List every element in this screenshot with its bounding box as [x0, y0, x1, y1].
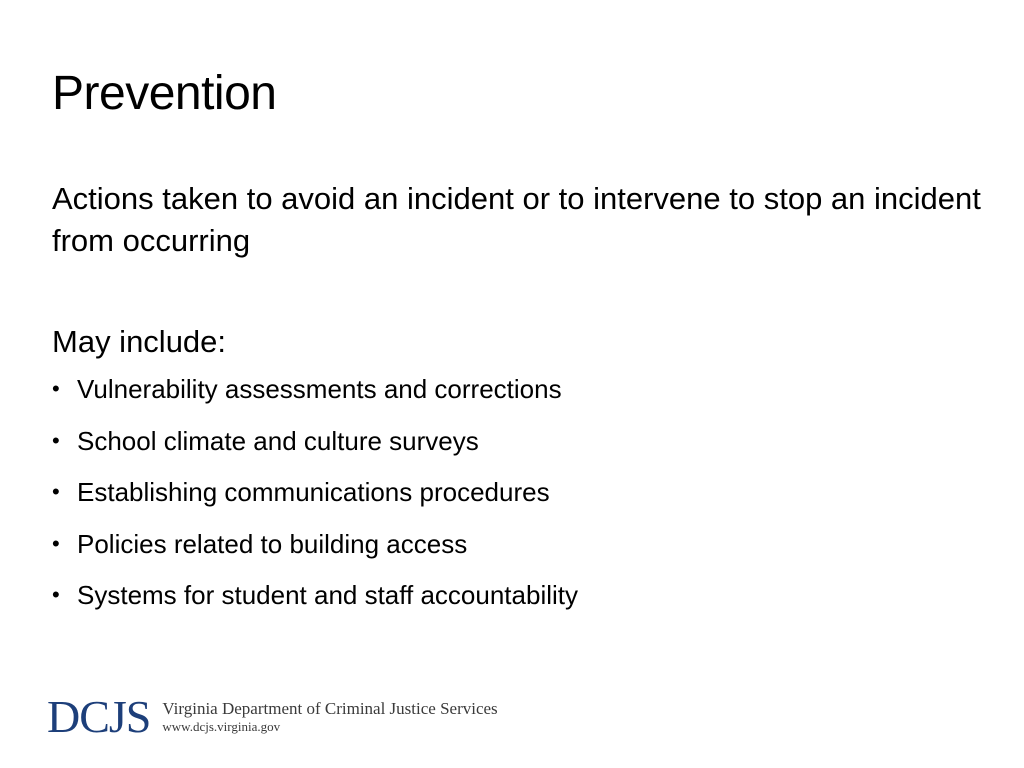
list-item — [52, 577, 982, 613]
may-include-heading: May include: — [52, 324, 227, 359]
bullet-text: Establishing communications procedures — [77, 477, 550, 507]
bullet-icon: • — [52, 479, 60, 504]
logo-text — [162, 699, 497, 735]
intro-text: Actions taken to avoid an incident or to intervene to stop an incident from occurring — [52, 181, 981, 258]
bullet-text: Policies related to building access — [77, 528, 468, 559]
list-item — [52, 474, 982, 510]
list-item — [52, 423, 982, 459]
bullet-text: Vulnerability assessments and corrections — [77, 374, 562, 404]
dcjs-logo — [47, 691, 498, 742]
bullet-text: Systems for student and staff accountability — [77, 580, 579, 610]
bullet-icon: • — [52, 427, 60, 453]
bullet-icon: • — [52, 376, 60, 401]
list-item — [52, 526, 982, 562]
bullet-list — [52, 371, 982, 613]
logo-mark: DCJS — [47, 691, 151, 742]
list-item — [52, 371, 982, 407]
organization-name: Virginia Department of Criminal Justice Services — [162, 699, 498, 718]
slide-body — [52, 178, 982, 629]
bullet-icon: • — [52, 530, 60, 556]
bullet-text: School climate and culture surveys — [77, 425, 479, 456]
organization-url: www.dcjs.virginia.gov — [162, 719, 281, 734]
slide-title: Prevention — [52, 67, 277, 120]
bullet-icon: • — [52, 582, 60, 607]
